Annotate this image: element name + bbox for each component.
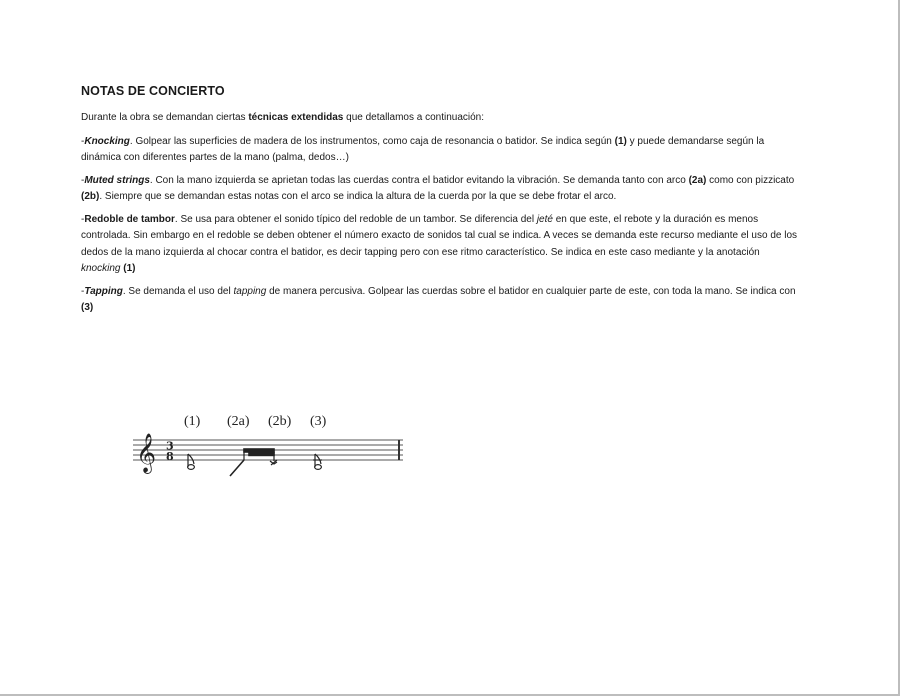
knocking-paragraph — [81, 134, 801, 167]
knocking-text: . Golpear las superficies de madera de los instrumentos, como caja de resonancia o batidor. Se indica según — [129, 135, 615, 147]
label-1: (1) — [184, 414, 201, 429]
tapping-text-end: de manera percusiva. Golpear las cuerdas sobre el batidor en cualquier parte de este, con toda la mano. Se indica con — [266, 285, 796, 297]
term-jete: jeté — [536, 213, 553, 225]
term-tapping: Tapping — [84, 285, 123, 297]
note-2a — [230, 449, 274, 476]
treble-clef: 𝄞 — [136, 433, 157, 473]
ref-3: (3) — [81, 302, 94, 313]
redoble-text: . Se usa para obtener el sonido típico del redoble de un tambor. Se diferencia del — [174, 213, 537, 225]
time-sig-bottom: 8 — [166, 450, 174, 463]
label-2b: (2b) — [268, 414, 292, 429]
term-knocking-inline: knocking — [81, 263, 121, 274]
ref-2b: (2b) — [81, 191, 100, 202]
ref-2a: (2a) — [688, 174, 707, 186]
time-sig-top: 3 — [166, 439, 174, 453]
dash: - — [81, 285, 85, 297]
term-redoble: Redoble de tambor — [84, 213, 175, 225]
ref-1: (1) — [614, 135, 627, 147]
music-staff — [133, 424, 423, 484]
term-tapping-inline: tapping — [233, 285, 267, 297]
document-body — [81, 84, 801, 323]
redoble-text-mid: en que este, el rebote y la duración es menos controlada. Sin embargo en el redoble se deben obtener el número exacto de sonidos tal cual se indica. A veces se demanda este recurso mediante el uso de los dedos de la mano izquierda al chocar contra el batidor, es decir tapping pero con ese ritmo característico. Se indica en este caso mediante y la anotación — [81, 213, 798, 258]
note-1 — [188, 454, 195, 469]
intro-text-end: que detallamos a continuación: — [343, 112, 485, 123]
muted-text-end: . Siempre que se demandan estas notas con el arco se indica la altura de la cuerda por la que se debe frotar el arco. — [99, 191, 617, 202]
ref-1-redoble: (1) — [123, 263, 136, 274]
page-title: NOTAS DE CONCIERTO — [81, 84, 225, 98]
intro-bold: técnicas extendidas — [248, 112, 344, 123]
dash: - — [81, 213, 85, 225]
label-2a: (2a) — [227, 414, 250, 429]
knocking-text-end: y puede demandarse según la dinámica con diferentes partes de la mano (palma, dedos…) — [81, 135, 765, 163]
dash: - — [81, 135, 85, 147]
term-knocking: Knocking — [84, 135, 130, 147]
intro-paragraph — [81, 110, 801, 127]
intro-text: Durante la obra se demandan ciertas — [81, 112, 249, 123]
tapping-text: . Se demanda el uso del — [122, 285, 234, 297]
muted-text: . Con la mano izquierda se aprietan todas las cuerdas contra el batidor evitando la vibración. Se demanda tanto con arco — [149, 174, 689, 186]
muted-paragraph — [81, 173, 801, 206]
tapping-paragraph — [81, 284, 801, 317]
label-3: (3) — [310, 414, 327, 429]
redoble-paragraph — [81, 212, 801, 278]
term-muted-strings: Muted strings — [84, 174, 150, 186]
note-3 — [313, 454, 322, 469]
dash: - — [81, 174, 85, 186]
muted-text-mid: como con pizzicato — [706, 174, 795, 186]
